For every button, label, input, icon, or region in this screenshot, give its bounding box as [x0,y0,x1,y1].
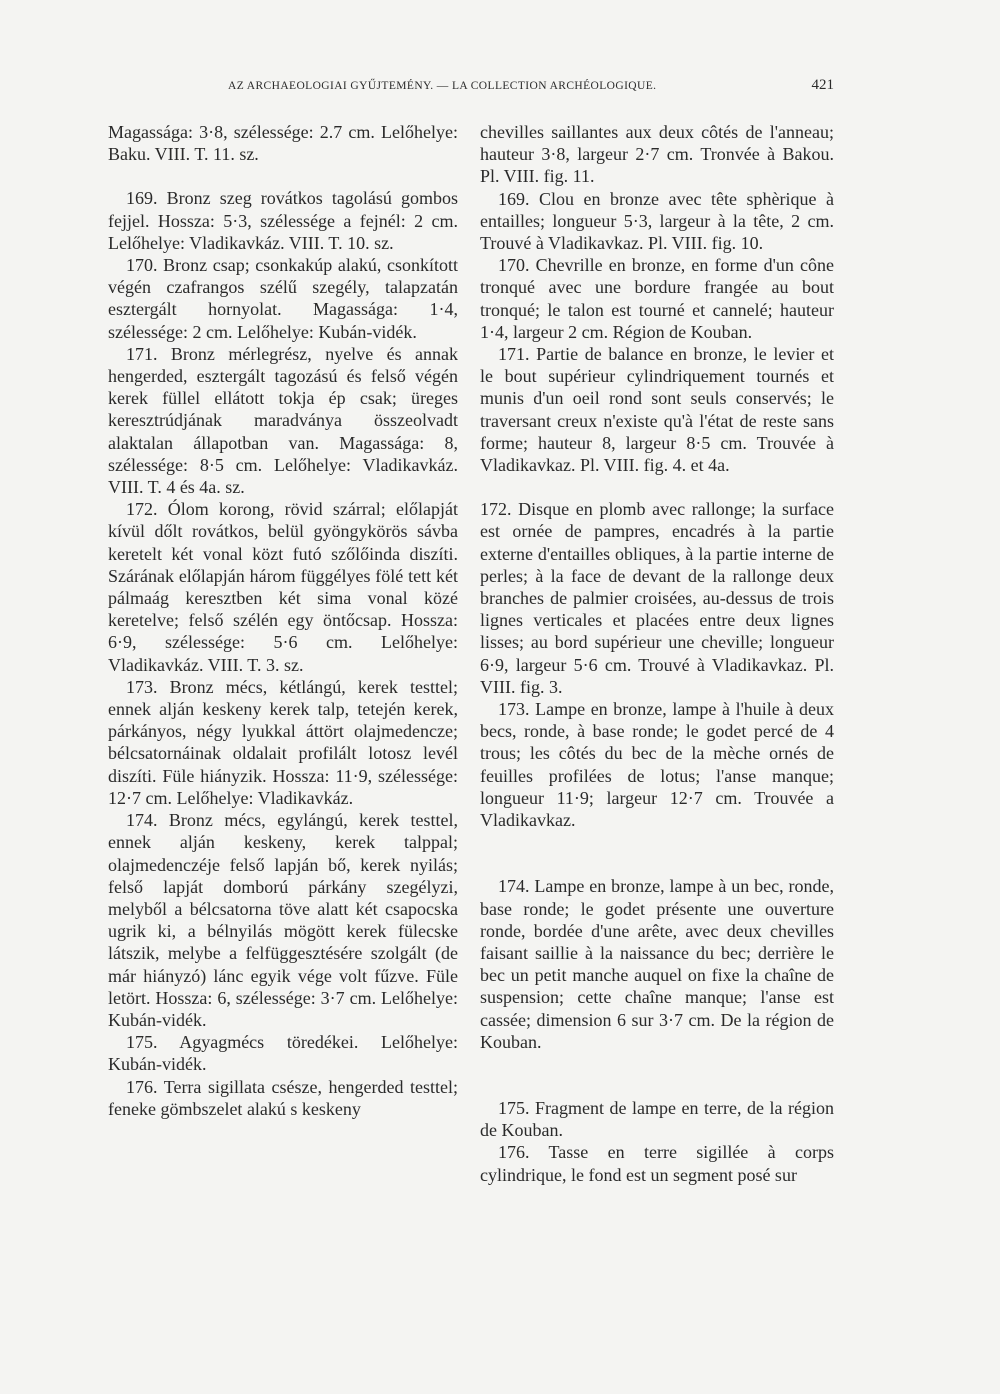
paragraph-hu-176: 176. Terra sigillata csésze, hengerded testtel; feneke gömbszelet alakú s keskeny [108,1076,458,1119]
paragraph-fr-173: 173. Lampe en bronze, lampe à l'huile à deux becs, ronde, à base ronde; le godet percé de 4 trous; les côtés du bec de la mèche ornés de feuilles profilées de lotus; l'anse manque; longueur 11·9; largeur 12·7 cm. Trouvée a Vladikavkaz. [480,699,834,831]
paragraph-fr-170: 170. Chevrille en bronze, en forme d'un cône tronqué avec une bordure frangée au bout tronqué; le talon est tourné et cannelé; hauteur 1·4, largeur 2 cm. Région de Kouban. [480,255,834,342]
paragraph-hu-173: 173. Bronz mécs, kétlángú, kerek testtel; ennek alján keskeny kerek talp, tetején kerek, párkányos, négy lyukkal áttört olajmedencze; bélcsatornáinak oldalait profilált lotosz levél diszíti. Füle hiányzik. Hossza: 11·9, szélessége: 12·7 cm. Lelőhelye: Vladikavkáz. [108,676,458,808]
paragraph-fr-169: 169. Clou en bronze avec tête sphèrique à entailles; longueur 5·3, largeur à la tête, 2 cm. Trouvé à Vladikavkaz. Pl. VIII. fig. 10. [480,188,834,254]
paragraph-fr-175: 175. Fragment de lampe en terre, de la région de Kouban. [480,1097,834,1141]
header-title: AZ ARCHAEOLOGIAI GYŰJTEMÉNY. — LA COLLECTION ARCHÉOLOGIQUE. [228,80,657,92]
paragraph-fr-171: 171. Partie de balance en bronze, le levier et le bout supérieur cylindriquement tournés et munis d'un oeil rond sont seuls conservés; le traversant creux n'existe qu'à l'état de reste sans forme; hauteur 8, largeur 8·5 cm. Trouvée à Vladikavkaz. Pl. VIII. fig. 4. et 4a. [480,344,834,476]
paragraph-hu-169: 169. Bronz szeg rovátkos tagolású gombos fejjel. Hossza: 5·3, szélessége a fejnél: 2 cm. Lelőhelye: Vladikavkáz. VIII. T. 10. sz. [108,188,458,253]
french-column [480,121,834,1186]
paragraph-fr-172: 172. Disque en plomb avec rallonge; la surface est ornée de pampres, encadrés à la partie externe d'entailles obliques, à la partie interne de perles; à la face de devant de la rallonge deux branches de palmier croisées, au-dessus de trois lignes verticales et placées entre deux lignes lisses; au bord supérieur une cheville; longueur 6·9, largeur 5·6 cm. Trouvé à Vladikavkaz. Pl. VIII. fig. 3. [480,499,834,697]
paragraph-hu-continuation: Magassága: 3·8, szélessége: 2.7 cm. Lelőhelye: Baku. VIII. T. 11. sz. [108,122,458,165]
running-head [0,77,1000,100]
paragraph-hu-174: 174. Bronz mécs, egylángú, kerek testtel, ennek alján keskeny, kerek talppal; olajmedenczéje felső lapján bő, kerek nyilás; felső lapját domború párkány szegélyzi, melyből a bélcsatorna töve alatt két csapocska ugrik ki, a bélnyilás mögött kerek fülecske látszik, melybe a felfüggesztésére szolgált (de már hiányzó) lánc egyik vége volt fűzve. Füle letört. Hossza: 6, szélessége: 3·7 cm. Lelőhelye: Kubán-vidék. [108,810,458,1030]
paragraph-hu-172: 172. Ólom korong, rövid szárral; előlapját kívül dőlt rovátkos, belül gyöngykörös sávba keretelt két vonal közt futó szőlőinda diszíti. Szárának előlapján három függélyes fölé tett két pálmaág keresztben két sima vonal közé keretelve; felső szélén egy öntőcsap. Hossza: 6·9, szélessége: 5·6 cm. Lelőhelye: Vladikavkáz. VIII. T. 3. sz. [108,499,458,675]
paragraph-fr-174: 174. Lampe en bronze, lampe à un bec, ronde, base ronde; le godet présente une ouverture ronde, bordée d'une arête, avec deux chevilles faisant saillie à la naissance du bec; derrière le bec un petit manche auquel on fixe la chaîne de suspension; cette chaîne manque; l'anse est cassée; dimension 6 sur 3·7 cm. De la région de Kouban. [480,876,834,1052]
paragraph-hu-171: 171. Bronz mérlegrész, nyelve és annak hengerded, esztergált tagozású és felső végén kerek füllel ellátott tokja ép csak; üreges keresztrúdjának maradványa összeolvadt alaktalan állapotban van. Magassága: 8, szélessége: 8·5 cm. Lelőhelye: Vladikavkáz. VIII. T. 4 és 4a. sz. [108,343,458,498]
paragraph-fr-176: 176. Tasse en terre sigillée à corps cylindrique, le fond est un segment posé sur [480,1142,834,1185]
paragraph-hu-170: 170. Bronz csap; csonkakúp alakú, csonkított végén czafrangos szélű szegély, talapzatán esztergált hornyolat. Magassága: 1·4, szélessége: 2 cm. Lelőhelye: Kubán-vidék. [108,255,458,342]
page-number: 421 [811,77,834,93]
paragraph-hu-175: 175. Agyagmécs töredékei. Lelőhelye: Kubán-vidék. [108,1032,458,1075]
hungarian-column [108,121,458,1120]
paragraph-fr-continuation: chevilles saillantes aux deux côtés de l'anneau; hauteur 3·8, largeur 2·7 cm. Tronvée à Bakou. Pl. VIII. fig. 11. [480,122,834,187]
